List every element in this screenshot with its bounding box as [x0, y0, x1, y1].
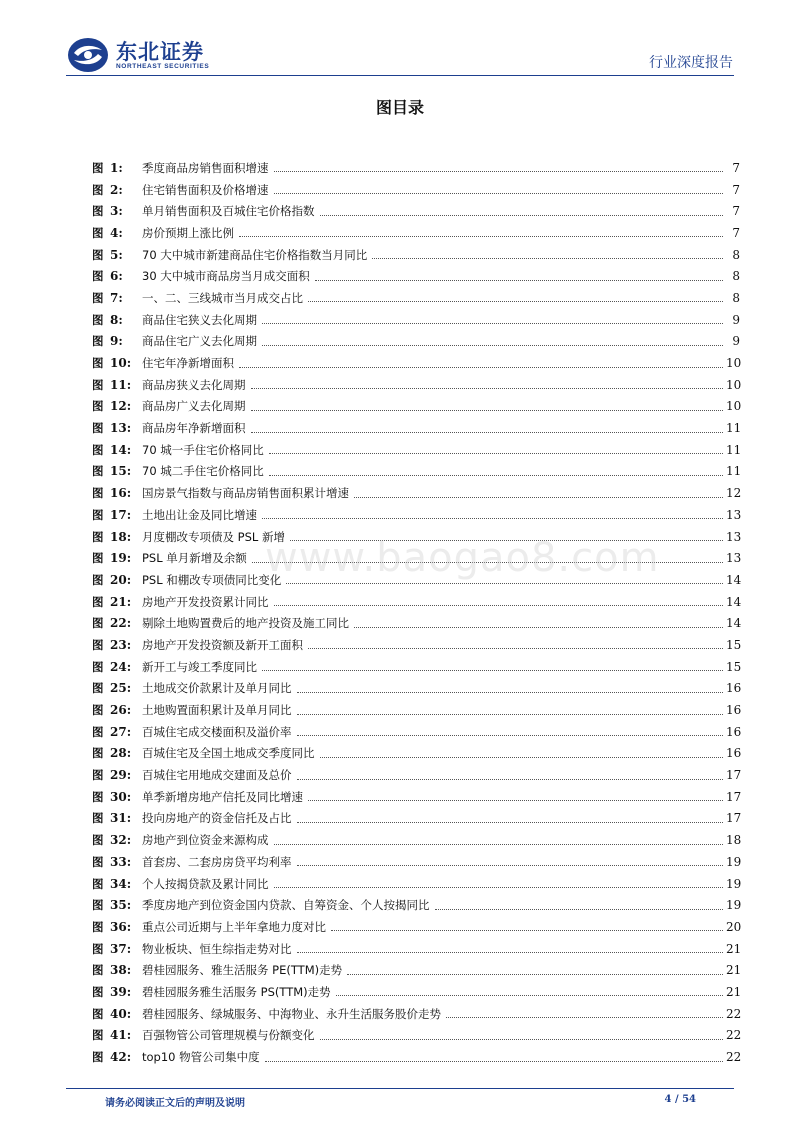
dot-leader — [274, 844, 724, 845]
figure-title: 重点公司近期与上半年拿地力度对比 — [142, 919, 326, 934]
figure-number: 22: — [110, 616, 132, 631]
toc-entry[interactable] — [92, 981, 740, 1003]
figure-title: 商品住宅广义去化周期 — [142, 334, 257, 349]
figure-page-number: 19 — [726, 854, 742, 869]
figure-title: 70 城一手住宅价格同比 — [142, 442, 264, 457]
figure-label: 图 — [92, 919, 104, 934]
figure-number: 35: — [110, 898, 132, 913]
toc-entry[interactable] — [92, 916, 740, 938]
dot-leader — [251, 388, 724, 389]
figure-title: 房价预期上涨比例 — [142, 225, 234, 240]
dot-leader — [347, 974, 723, 975]
figure-number: 1: — [110, 160, 123, 175]
dot-leader — [320, 1039, 724, 1040]
figure-title: 物业板块、恒生综指走势对比 — [142, 941, 292, 956]
dot-leader — [274, 171, 724, 172]
figure-title: 房地产到位资金来源构成 — [142, 833, 269, 848]
figure-label: 图 — [92, 377, 104, 392]
dot-leader — [251, 432, 724, 433]
figure-number: 39: — [110, 984, 132, 999]
logo-mark-icon — [66, 36, 110, 74]
toc-entry[interactable] — [92, 894, 740, 916]
figure-number: 7: — [110, 290, 123, 305]
figure-title: 月度棚改专项债及 PSL 新增 — [142, 529, 285, 544]
figure-title: 单季新增房地产信托及同比增速 — [142, 789, 303, 804]
figure-number: 2: — [110, 182, 123, 197]
toc-entry[interactable] — [92, 938, 740, 960]
dot-leader — [251, 410, 724, 411]
figure-number: 24: — [110, 659, 132, 674]
figure-number: 13: — [110, 421, 132, 436]
figure-page-number: 9 — [732, 312, 740, 327]
figure-page-number: 14 — [726, 616, 742, 631]
figure-label: 图 — [92, 898, 104, 913]
dot-leader — [320, 215, 724, 216]
toc-entry[interactable] — [92, 786, 740, 808]
figure-title: 国房景气指数与商品房销售面积累计增速 — [142, 486, 349, 501]
figure-label: 图 — [92, 421, 104, 436]
figure-page-number: 22 — [726, 1006, 742, 1021]
toc-entry[interactable] — [92, 222, 740, 244]
figure-label: 图 — [92, 659, 104, 674]
toc-entry[interactable] — [92, 1046, 740, 1068]
toc-entry[interactable] — [92, 439, 740, 461]
figure-label: 图 — [92, 616, 104, 631]
figure-number: 23: — [110, 637, 132, 652]
figure-title: 商品房广义去化周期 — [142, 399, 246, 414]
figure-title: 商品住宅狭义去化周期 — [142, 312, 257, 327]
dot-leader — [274, 193, 724, 194]
dot-leader — [354, 627, 723, 628]
figure-page-number: 16 — [726, 746, 742, 761]
figure-number: 21: — [110, 594, 132, 609]
dot-leader — [308, 648, 723, 649]
dot-leader — [274, 887, 724, 888]
figure-page-number: 14 — [726, 572, 742, 587]
toc-entry[interactable] — [92, 547, 740, 569]
toc-entry[interactable] — [92, 1025, 740, 1047]
toc-entry[interactable] — [92, 678, 740, 700]
figure-number: 12: — [110, 399, 132, 414]
figure-page-number: 22 — [726, 1050, 742, 1065]
figure-title: 土地出让金及同比增速 — [142, 507, 257, 522]
toc-entry[interactable] — [92, 656, 740, 678]
dot-leader — [354, 497, 723, 498]
toc-entry[interactable] — [92, 396, 740, 418]
dot-leader — [262, 518, 723, 519]
figure-page-number: 17 — [726, 811, 742, 826]
toc-entry[interactable] — [92, 873, 740, 895]
figure-page-number: 13 — [726, 551, 742, 566]
figure-number: 20: — [110, 572, 132, 587]
figure-title: 商品房年净新增面积 — [142, 421, 246, 436]
figure-number: 38: — [110, 963, 132, 978]
figure-number: 15: — [110, 464, 132, 479]
figure-number: 19: — [110, 551, 132, 566]
figure-number: 41: — [110, 1028, 132, 1043]
toc-entry[interactable] — [92, 591, 740, 613]
figure-number: 6: — [110, 269, 123, 284]
figure-title: 70 大中城市新建商品住宅价格指数当月同比 — [142, 247, 368, 262]
figure-number: 18: — [110, 529, 132, 544]
figure-page-number: 19 — [726, 876, 742, 891]
figure-label: 图 — [92, 486, 104, 501]
dot-leader — [308, 800, 723, 801]
toc-entry[interactable] — [92, 200, 740, 222]
dot-leader — [269, 453, 723, 454]
figure-number: 10: — [110, 356, 132, 371]
figure-title: 季度房地产到位资金国内贷款、自筹资金、个人按揭同比 — [142, 898, 430, 913]
figure-label: 图 — [92, 312, 104, 327]
figure-title: 一、二、三线城市当月成交占比 — [142, 290, 303, 305]
figure-number: 33: — [110, 854, 132, 869]
toc-entry[interactable] — [92, 244, 740, 266]
dot-leader — [320, 757, 724, 758]
dot-leader — [315, 280, 723, 281]
toc-entry[interactable] — [92, 157, 740, 179]
toc-entry[interactable] — [92, 482, 740, 504]
dot-leader — [262, 670, 723, 671]
figure-title: PSL 单月新增及余额 — [142, 551, 247, 566]
logo-name-en: NORTHEAST SECURITIES — [116, 62, 210, 70]
dot-leader — [372, 258, 723, 259]
toc-entry[interactable] — [92, 743, 740, 765]
figure-label: 图 — [92, 334, 104, 349]
figure-title: 单月销售面积及百城住宅价格指数 — [142, 204, 315, 219]
figure-number: 37: — [110, 941, 132, 956]
toc-entry[interactable] — [92, 1003, 740, 1025]
figure-label: 图 — [92, 833, 104, 848]
figure-label: 图 — [92, 941, 104, 956]
figure-title: 土地购置面积累计及单月同比 — [142, 703, 292, 718]
figure-label: 图 — [92, 551, 104, 566]
figure-page-number: 19 — [726, 898, 742, 913]
figure-page-number: 10 — [726, 399, 742, 414]
figure-label: 图 — [92, 290, 104, 305]
dot-leader — [446, 1017, 723, 1018]
figure-title: 土地成交价款累计及单月同比 — [142, 681, 292, 696]
figure-title: 新开工与竣工季度同比 — [142, 659, 257, 674]
dot-leader — [262, 345, 723, 346]
figure-page-number: 11 — [726, 421, 742, 436]
toc-entry[interactable] — [92, 504, 740, 526]
figure-label: 图 — [92, 1006, 104, 1021]
figure-label: 图 — [92, 811, 104, 826]
figure-label: 图 — [92, 768, 104, 783]
figure-page-number: 13 — [726, 529, 742, 544]
dot-leader — [286, 583, 723, 584]
figure-label: 图 — [92, 984, 104, 999]
figure-label: 图 — [92, 963, 104, 978]
figure-title: PSL 和棚改专项债同比变化 — [142, 572, 282, 587]
figure-page-number: 21 — [726, 984, 742, 999]
toc-entry[interactable] — [92, 352, 740, 374]
figure-title: 房地产开发投资累计同比 — [142, 594, 269, 609]
figure-page-number: 8 — [732, 269, 740, 284]
figure-label: 图 — [92, 204, 104, 219]
figure-page-number: 20 — [726, 919, 742, 934]
figure-number: 29: — [110, 768, 132, 783]
dot-leader — [297, 714, 724, 715]
figure-label: 图 — [92, 854, 104, 869]
dot-leader — [331, 930, 723, 931]
figure-number: 42: — [110, 1050, 132, 1065]
figure-page-number: 15 — [726, 637, 742, 652]
figure-page-number: 13 — [726, 507, 742, 522]
dot-leader — [269, 475, 723, 476]
figure-label: 图 — [92, 464, 104, 479]
toc-entry[interactable] — [92, 287, 740, 309]
figure-label: 图 — [92, 1028, 104, 1043]
figure-page-number: 22 — [726, 1028, 742, 1043]
figure-label: 图 — [92, 160, 104, 175]
toc-title: 图目录 — [375, 98, 424, 117]
dot-leader — [435, 909, 724, 910]
figure-label: 图 — [92, 703, 104, 718]
figure-page-number: 9 — [732, 334, 740, 349]
figure-page-number: 7 — [732, 182, 740, 197]
toc-entry[interactable] — [92, 374, 740, 396]
figure-label: 图 — [92, 637, 104, 652]
figure-label: 图 — [92, 1050, 104, 1065]
figure-number: 36: — [110, 919, 132, 934]
figure-title: 首套房、二套房房贷平均利率 — [142, 854, 292, 869]
toc-entry[interactable] — [92, 612, 740, 634]
figure-title: 房地产开发投资额及新开工面积 — [142, 637, 303, 652]
dot-leader — [252, 562, 723, 563]
figure-page-number: 21 — [726, 963, 742, 978]
toc-entry[interactable] — [92, 526, 740, 548]
figure-title: 70 城二手住宅价格同比 — [142, 464, 264, 479]
toc-entry[interactable] — [92, 721, 740, 743]
figure-number: 14: — [110, 442, 132, 457]
dot-leader — [274, 605, 724, 606]
figure-label: 图 — [92, 789, 104, 804]
figure-title: 商品房狭义去化周期 — [142, 377, 246, 392]
toc-entry[interactable] — [92, 829, 740, 851]
logo-name-cn: 东北证券 — [116, 39, 204, 64]
figure-page-number: 17 — [726, 789, 742, 804]
page-header — [0, 0, 800, 80]
figure-page-number: 16 — [726, 703, 742, 718]
figure-page-number: 10 — [726, 377, 742, 392]
toc-entry[interactable] — [92, 634, 740, 656]
figure-number: 40: — [110, 1006, 132, 1021]
toc-entry[interactable] — [92, 265, 740, 287]
figure-number: 3: — [110, 204, 123, 219]
figure-label: 图 — [92, 529, 104, 544]
figure-label: 图 — [92, 399, 104, 414]
figure-number: 4: — [110, 225, 123, 240]
figure-number: 28: — [110, 746, 132, 761]
figure-title: 季度商品房销售面积增速 — [142, 160, 269, 175]
toc-entry[interactable] — [92, 461, 740, 483]
watermark: www.baogao8.com — [265, 535, 660, 581]
dot-leader — [336, 995, 723, 996]
figure-page-number: 11 — [726, 464, 742, 479]
figure-title: 碧桂园服务、绿城服务、中海物业、永升生活服务股价走势 — [142, 1006, 441, 1021]
figure-number: 27: — [110, 724, 132, 739]
figure-page-number: 7 — [732, 160, 740, 175]
dot-leader — [297, 735, 724, 736]
figure-label: 图 — [92, 681, 104, 696]
figure-page-number: 14 — [726, 594, 742, 609]
footer-page-indicator: 4 / 54 — [664, 1094, 696, 1105]
figure-page-number: 7 — [732, 204, 740, 219]
figure-number: 5: — [110, 247, 123, 262]
figure-page-number: 12 — [726, 486, 742, 501]
logo-text — [116, 41, 209, 70]
toc-entry[interactable] — [92, 569, 740, 591]
figure-title: top10 物管公司集中度 — [142, 1050, 260, 1065]
toc-entry[interactable] — [92, 331, 740, 353]
figure-label: 图 — [92, 572, 104, 587]
dot-leader — [239, 236, 723, 237]
figure-label: 图 — [92, 876, 104, 891]
figure-number: 8: — [110, 312, 123, 327]
figure-page-number: 10 — [726, 356, 742, 371]
figure-number: 25: — [110, 681, 132, 696]
figure-page-number: 17 — [726, 768, 742, 783]
figure-label: 图 — [92, 594, 104, 609]
dot-leader — [290, 540, 723, 541]
footer-disclaimer: 请务必阅读正文后的声明及说明 — [105, 1098, 245, 1109]
toc-entry[interactable] — [92, 699, 740, 721]
figure-title: 百城住宅用地成交建面及总价 — [142, 768, 292, 783]
dot-leader — [297, 822, 724, 823]
figure-label: 图 — [92, 746, 104, 761]
report-type: 行业深度报告 — [649, 55, 733, 71]
toc-entry[interactable] — [92, 959, 740, 981]
toc-entry[interactable] — [92, 764, 740, 786]
figure-title: 碧桂园服务雅生活服务 PS(TTM)走势 — [142, 984, 331, 999]
figure-number: 32: — [110, 833, 132, 848]
figure-number: 30: — [110, 789, 132, 804]
figure-page-number: 21 — [726, 941, 742, 956]
figure-number: 26: — [110, 703, 132, 718]
figure-title: 住宅年净新增面积 — [142, 356, 234, 371]
figure-page-number: 16 — [726, 681, 742, 696]
figure-page-number: 18 — [726, 833, 742, 848]
figure-page-number: 7 — [732, 225, 740, 240]
figure-label: 图 — [92, 507, 104, 522]
header-divider — [66, 75, 734, 76]
figure-label: 图 — [92, 225, 104, 240]
figure-title: 百城住宅成交楼面积及溢价率 — [142, 724, 292, 739]
dot-leader — [297, 692, 724, 693]
toc-entry[interactable] — [92, 309, 740, 331]
figure-label: 图 — [92, 356, 104, 371]
figure-title: 剔除土地购置费后的地产投资及施工同比 — [142, 616, 349, 631]
dot-leader — [265, 1061, 723, 1062]
figure-label: 图 — [92, 724, 104, 739]
figure-label: 图 — [92, 247, 104, 262]
figure-title: 百强物管公司管理规模与份额变化 — [142, 1028, 315, 1043]
figure-toc-list — [92, 157, 740, 1068]
footer-divider — [66, 1088, 734, 1089]
dot-leader — [297, 779, 724, 780]
figure-page-number: 15 — [726, 659, 742, 674]
figure-number: 11: — [110, 377, 132, 392]
figure-title: 百城住宅及全国土地成交季度同比 — [142, 746, 315, 761]
figure-title: 住宅销售面积及价格增速 — [142, 182, 269, 197]
figure-label: 图 — [92, 182, 104, 197]
company-logo — [66, 36, 209, 74]
toc-entry[interactable] — [92, 179, 740, 201]
toc-entry[interactable] — [92, 417, 740, 439]
figure-title: 个人按揭贷款及累计同比 — [142, 876, 269, 891]
figure-page-number: 16 — [726, 724, 742, 739]
dot-leader — [308, 301, 723, 302]
dot-leader — [262, 323, 723, 324]
toc-entry[interactable] — [92, 808, 740, 830]
figure-number: 9: — [110, 334, 123, 349]
figure-label: 图 — [92, 269, 104, 284]
dot-leader — [239, 367, 723, 368]
figure-number: 31: — [110, 811, 132, 826]
figure-number: 17: — [110, 507, 132, 522]
figure-title: 投向房地产的资金信托及占比 — [142, 811, 292, 826]
figure-label: 图 — [92, 442, 104, 457]
figure-number: 34: — [110, 876, 132, 891]
dot-leader — [297, 952, 724, 953]
figure-number: 16: — [110, 486, 132, 501]
figure-title: 30 大中城市商品房当月成交面积 — [142, 269, 310, 284]
figure-page-number: 8 — [732, 290, 740, 305]
figure-page-number: 8 — [732, 247, 740, 262]
figure-title: 碧桂园服务、雅生活服务 PE(TTM)走势 — [142, 963, 343, 978]
toc-entry[interactable] — [92, 851, 740, 873]
figure-page-number: 11 — [726, 442, 742, 457]
dot-leader — [297, 865, 724, 866]
